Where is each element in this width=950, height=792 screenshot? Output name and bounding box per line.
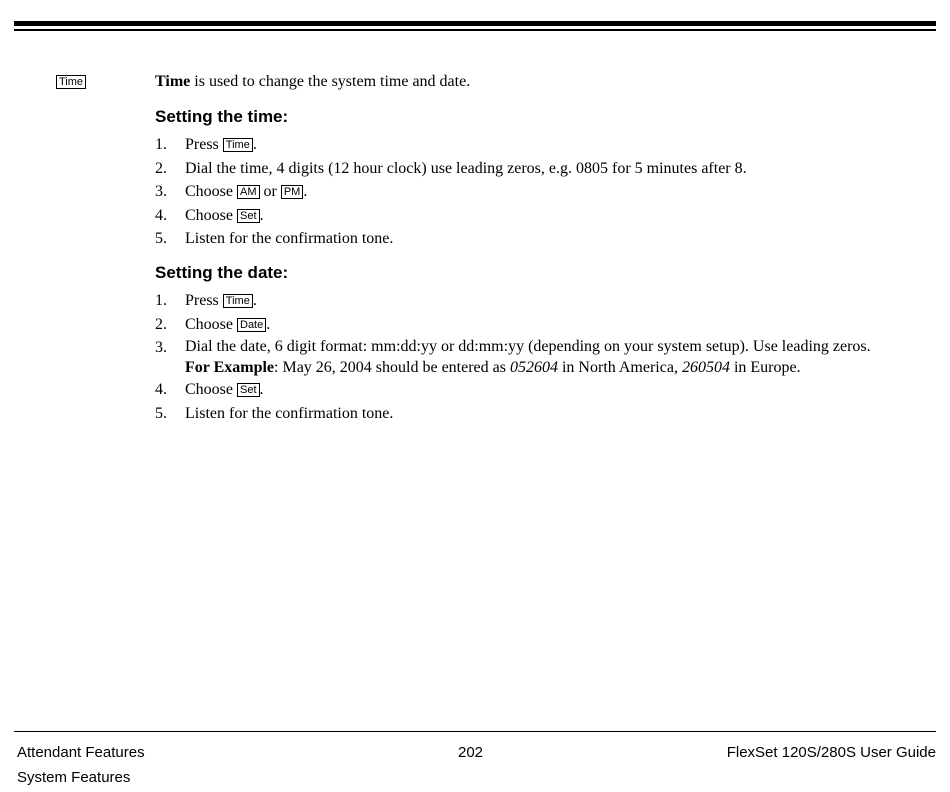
date-section-heading: Setting the date: — [155, 263, 289, 282]
time-key: Time — [223, 138, 253, 152]
list-item: 3. Dial the date, 6 digit format: mm:dd:yy or dd:mm:yy (depending on your system setup). Use leading zeros. For Example: May 26, 2004 should be entered as 052604 in North America, 260504 in Europe. — [155, 336, 905, 378]
date-steps-list — [155, 289, 905, 425]
intro-text: is used to change the system time and date. — [190, 73, 471, 90]
list-item: 2. Dial the time, 4 digits (12 hour clock) use leading zeros, e.g. 0805 for 5 minutes after 8. — [155, 159, 747, 177]
page-number: 202 — [458, 744, 484, 761]
footer-guide-title: FlexSet 120S/280S User Guide — [726, 744, 936, 761]
time-steps-list — [155, 133, 747, 251]
list-item: 2. Choose Date . — [155, 315, 271, 333]
intro-paragraph — [155, 72, 470, 92]
footer-rule — [14, 731, 936, 732]
intro-term: Time — [155, 73, 191, 90]
list-item: 5. Listen for the confirmation tone. — [155, 230, 394, 247]
list-item: 5. Listen for the confirmation tone. — [155, 404, 394, 422]
list-item: 3. Choose AM or PM . — [155, 183, 308, 200]
time-key: Time — [223, 294, 253, 308]
time-section-heading: Setting the time: — [155, 107, 289, 126]
list-item: 4. Choose Set . — [155, 206, 264, 224]
pm-key: PM — [281, 185, 304, 199]
example-note: For Example: May 26, 2004 should be entered as 052604 in North America, 260504 in Europe. — [185, 359, 801, 376]
footer-section-name: Attendant Features — [17, 744, 145, 761]
am-key: AM — [237, 185, 260, 199]
list-item: 1. Press Time . — [155, 136, 257, 153]
header-rule-thick — [14, 21, 936, 26]
date-key: Date — [237, 318, 266, 332]
margin-time-key: Time — [56, 75, 86, 89]
header-rule-thin — [14, 29, 936, 31]
set-key: Set — [237, 383, 260, 397]
set-key: Set — [237, 209, 260, 223]
list-item: 4. Choose Set . — [155, 381, 264, 398]
list-item: 1. Press Time . — [155, 292, 257, 309]
footer-subsection-name: System Features — [17, 769, 131, 786]
